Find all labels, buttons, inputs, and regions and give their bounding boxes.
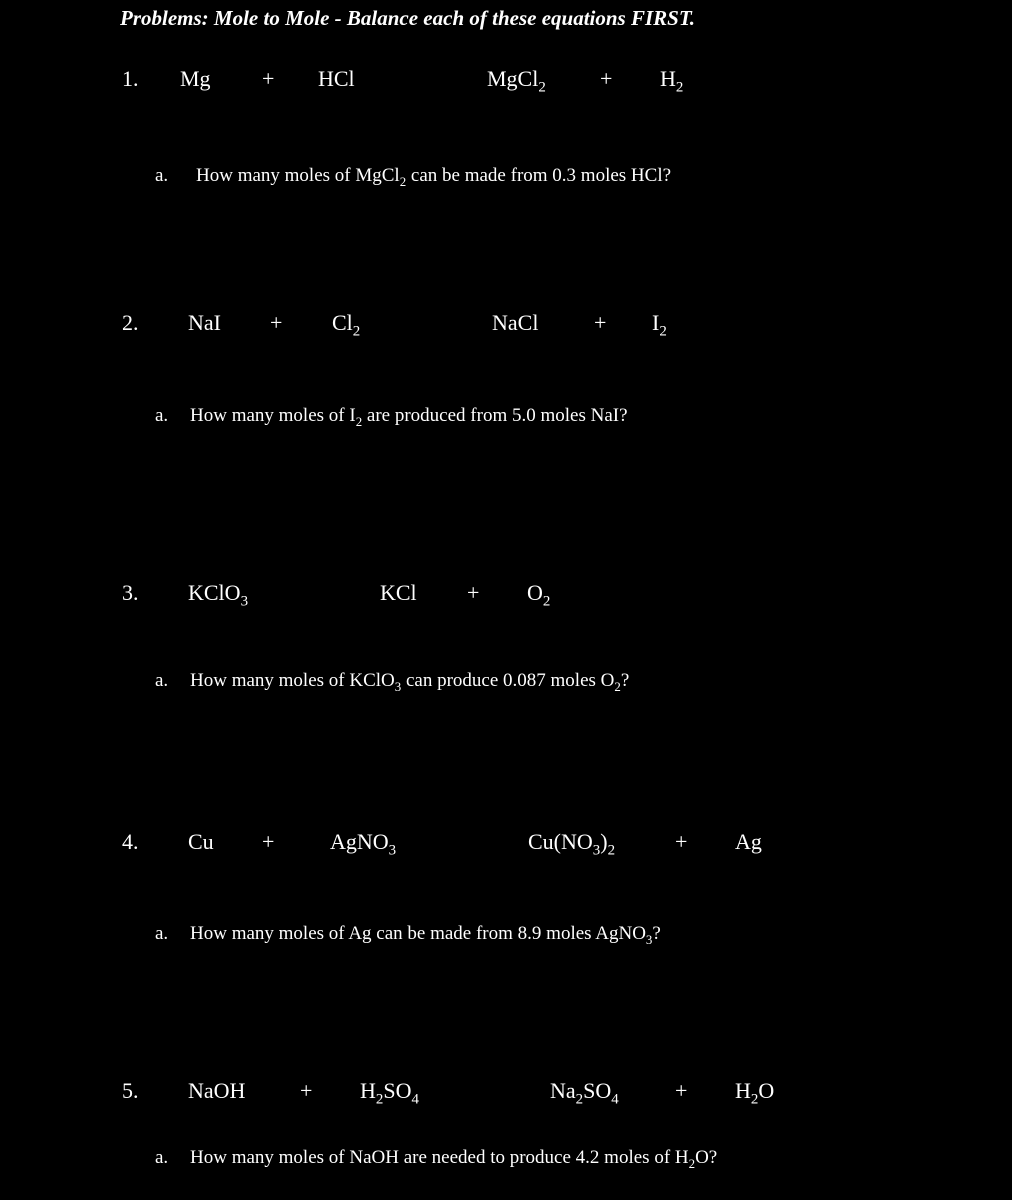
plus-sign: + — [675, 1078, 688, 1103]
product-formula: $Cu(NO_3)_2$ — [528, 829, 616, 859]
page-title: Problems: Mole to Mole - Balance each of these equations FIRST. — [120, 6, 695, 30]
problem-number: 5. — [122, 1078, 139, 1103]
equation-row-3 — [0, 580, 1012, 612]
plus-sign: + — [262, 66, 275, 91]
reactant-formula: Mg — [180, 66, 211, 91]
question-text: How many moles of MgCl$_2$ can be made from 0.3 moles HCl? — [196, 165, 672, 189]
product-formula: $Na_2SO_4$ — [550, 1078, 619, 1108]
plus-sign: + — [270, 310, 283, 335]
plus-sign: + — [675, 829, 688, 854]
question-label: a. — [155, 1147, 169, 1168]
plus-sign: + — [594, 310, 607, 335]
product-formula: NaCl — [492, 310, 539, 335]
question-text: How many moles of NaOH are needed to produce 4.2 moles of $H_2O$? — [190, 1147, 718, 1171]
reactant-formula: $H_2SO_4$ — [360, 1078, 419, 1108]
equation-row-4 — [0, 829, 1012, 861]
product-formula: KCl — [380, 580, 417, 605]
plus-sign: + — [300, 1078, 313, 1103]
question-label: a. — [155, 165, 169, 186]
problem-number: 2. — [122, 310, 139, 335]
reactant-formula: $Cl_2$ — [332, 310, 361, 340]
question-text: How many moles of $I_2$ are produced from 5.0 moles NaI? — [190, 405, 628, 429]
question-row-5 — [0, 1147, 1012, 1179]
product-formula: $H_2$ — [660, 66, 684, 96]
product-formula: MgCl$_2$ — [487, 66, 546, 96]
reactant-formula: AgNO$_3$ — [330, 829, 397, 859]
reactant-formula: Cu — [188, 829, 214, 854]
reactant-formula: NaI — [188, 310, 221, 335]
question-row-2 — [0, 405, 1012, 437]
plus-sign: + — [467, 580, 480, 605]
reactant-formula: KClO$_3$ — [188, 580, 249, 610]
product-formula: Ag — [735, 829, 762, 854]
question-text: How many moles of Ag can be made from 8.9 moles AgNO$_3$? — [190, 923, 661, 947]
equation-row-5 — [0, 1078, 1012, 1110]
question-label: a. — [155, 923, 169, 944]
plus-sign: + — [600, 66, 613, 91]
product-formula: $O_2$ — [527, 580, 551, 610]
problem-number: 1. — [122, 66, 139, 91]
question-row-4 — [0, 923, 1012, 955]
question-row-3 — [0, 670, 1012, 702]
problem-number: 4. — [122, 829, 139, 854]
product-formula: $I_2$ — [652, 310, 667, 340]
problem-number: 3. — [122, 580, 139, 605]
question-label: a. — [155, 405, 169, 426]
question-row-1 — [0, 165, 1012, 197]
equation-row-1 — [0, 66, 1012, 98]
plus-sign: + — [262, 829, 275, 854]
question-label: a. — [155, 670, 169, 691]
equation-row-2 — [0, 310, 1012, 342]
reactant-formula: HCl — [318, 66, 355, 91]
question-text: How many moles of KClO$_3$ can produce 0.087 moles $O_2$? — [190, 670, 630, 694]
product-formula: $H_2O$ — [735, 1078, 775, 1108]
reactant-formula: NaOH — [188, 1078, 246, 1103]
